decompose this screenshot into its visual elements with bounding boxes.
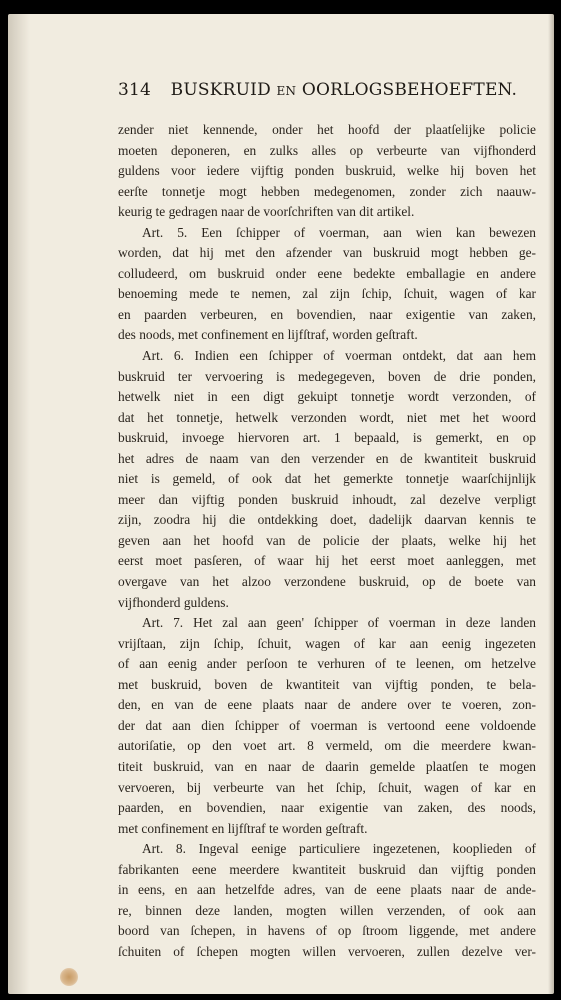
text-line: hetwelk niet in een digt gekuipt tonnetje wordt verzonden, of: [118, 389, 536, 405]
text-line: buskruid ter vervoering is medegegeven, boven de drie ponden,: [118, 368, 536, 384]
text-line: keurig te gedragen naar de voorſchriften van dit artikel.: [118, 204, 415, 220]
header-title-part1: BUSKRUID: [170, 80, 271, 100]
text-line: Art. 5. Een ſchipper of voerman, aan wien kan bewezen: [142, 224, 536, 240]
text-line: meer dan vijftig ponden buskruid inhoudt, zal dezelve verpligt: [118, 491, 536, 507]
text-line: fabrikanten eene meerdere kwantiteit buskruid dan vijftig ponden: [118, 861, 536, 877]
text-line: zender niet kennende, onder het hoofd der plaatſelijke policie: [118, 122, 536, 137]
text-line: des noods, met confinement en lijfſtraf, worden geſtraft.: [118, 327, 418, 343]
text-line: Art. 7. Het zal aan geen' ſchipper of voerman in deze landen: [142, 615, 536, 631]
text-line: niet is gemeld, of ook dat het gemerkte tonnetje waarſchijnlijk: [118, 471, 536, 487]
text-line: moeten deponeren, en zulks alles op verbeurte van vijfhonderd: [118, 142, 536, 158]
text-line: geven aan het hoofd van de policie der plaats, welke hij het: [118, 532, 536, 548]
text-line: overgave van het alzoo verzondene buskruid, op de boete van: [118, 574, 536, 590]
text-line: paarden, en bovendien, naar exigentie van zaken, des noods,: [118, 800, 536, 816]
text-line: eerſte tonnetje mogt hebben medegenomen, zonder zich naauw-: [118, 183, 536, 199]
text-line: zijn, zoodra hij die ontdekking doet, dadelijk daarvan kennis te: [118, 512, 536, 528]
text-line: den, en van de eene plaats naar de andere over te voeren, zon-: [118, 697, 536, 713]
text-line: autoriſatie, op den voet art. 8 vermeld, om die meerdere kwan-: [118, 738, 536, 754]
text-line: vervoeren, bij verbeurte van het ſchip, ſchuit, wagen of kar en: [118, 779, 536, 795]
text-line: Art. 6. Indien een ſchipper of voerman ontdekt, dat aan hem: [142, 348, 536, 364]
text-line: ſchuiten of ſchepen mogten willen vervoeren, zullen dezelve ver-: [118, 943, 536, 959]
book-page: [8, 14, 554, 994]
text-line: het adres de naam van den verzender en de kwantiteit buskruid: [118, 450, 536, 466]
header-title-part2: OORLOGSBEHOEFTEN.: [301, 80, 518, 100]
text-line: en paarden verbeuren, en bovendien, naar exigentie van zaken,: [118, 306, 536, 322]
running-header: [118, 80, 517, 100]
text-line: buskruid, invoege hiervoren art. 1 bepaald, is gemerkt, en op: [118, 430, 536, 446]
body-text: [118, 120, 536, 962]
text-line: of aan eenig ander perſoon te verhuren of te leenen, om hetzelve: [118, 656, 536, 672]
text-line: titeit buskruid, van en naar de daarin gemelde plaatſen te mogen: [118, 758, 536, 774]
text-line: der dat aan dien ſchipper of voerman is vertoond eene voldoende: [118, 717, 536, 733]
text-line: guldens voor iedere vijftig ponden buskruid, welke hij boven het: [118, 163, 536, 179]
text-line: benoeming mede te nemen, zal zijn ſchip, ſchuit, wagen of kar: [118, 286, 536, 302]
page-edge: [548, 14, 554, 994]
text-line: re, binnen deze landen, mogten willen verzenden, of ook aan: [118, 902, 536, 918]
text-line: met buskruid, boven de kwantiteit van vijftig ponden, te bela-: [118, 676, 536, 692]
text-line: colludeerd, om buskruid onder eene bedekte emballagie en andere: [118, 265, 536, 281]
text-line: dat het tonnetje, hetwelk verzonden wordt, niet met het woord: [118, 409, 536, 425]
text-line: eerst moet pasſeren, of waar hij het eerst moet aanleggen, met: [118, 553, 536, 569]
text-line: worden, dat hij met den afzender van buskruid mogt hebben ge-: [118, 245, 536, 261]
page-number: 314: [118, 80, 152, 100]
paper-stain: [60, 968, 78, 986]
page-gutter-shadow: [8, 14, 30, 994]
text-line: vrijſtaan, zijn ſchip, ſchuit, wagen of kar aan eenig ingezeten: [118, 635, 536, 651]
text-line: met confinement en lijfſtraf te worden geſtraft.: [118, 820, 368, 836]
text-line: in eens, en aan hetzelfde adres, van de eene plaats naar de ande-: [118, 882, 536, 898]
text-line: Art. 8. Ingeval eenige particuliere ingezetenen, kooplieden of: [142, 841, 536, 857]
text-line: vijfhonderd guldens.: [118, 594, 229, 610]
text-line: boord van ſchepen, in havens of op ſtroom liggende, met andere: [118, 923, 536, 939]
header-title-connector: EN: [276, 84, 297, 98]
